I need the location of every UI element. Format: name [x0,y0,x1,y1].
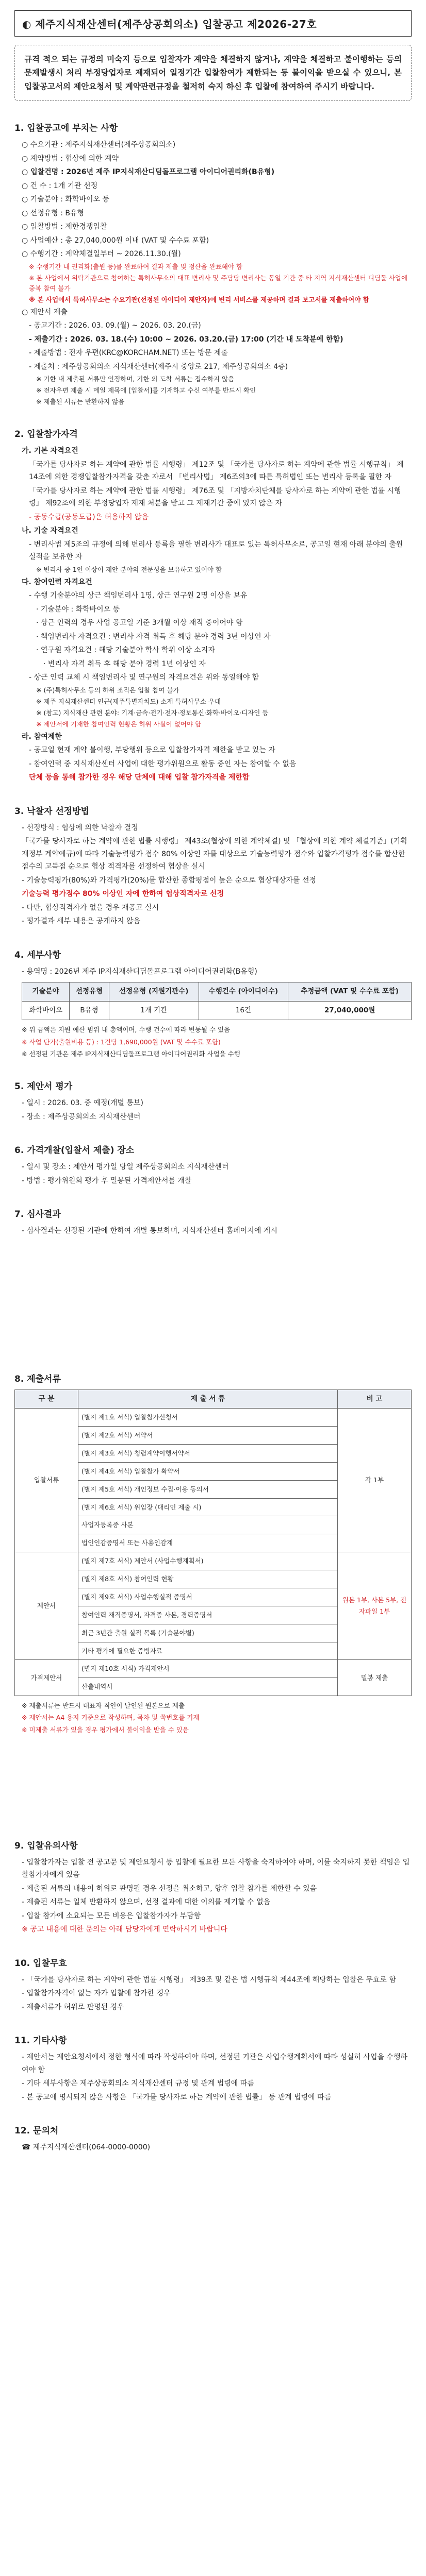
doc-group: 제안서 [15,1552,78,1660]
s1-schedule-item: - 제출처 : 제주상공회의소 지식재산센터(제주시 중앙로 217, 제주상공회의소 4층) [29,362,288,371]
table-row [15,1409,412,1427]
s6-p2: - 방법 : 평가위원회 평가 후 밀봉된 가격제안서를 개찰 [22,1176,192,1185]
s11-p1: - 제안서는 제안요청서에서 정한 형식에 따라 작성하여야 하며, 선정된 기관은 사업수행계획서에 따라 성실히 사업을 수행하여야 함 [22,2053,408,2074]
s1-item: ○ 수요기관 : 제주지식재산센터(제주상공회의소) [22,141,176,149]
section-1-heading: 1. 입찰공고에 부치는 사항 [14,123,118,134]
s4-notes [22,1024,412,1059]
s2-sub2: 나. 기술 자격요건 [22,527,78,535]
table-row [22,1001,412,1020]
s2-sub3: 다. 참여인력 자격요건 [22,578,92,586]
section-8 [14,1389,412,1735]
s2-p3b: ※ 변리사 중 1인 이상이 제안 분야의 전문성을 보유하고 있어야 함 [36,565,222,573]
s4-note: ※ 위 금액은 지원 예산 범위 내 총액이며, 수행 건수에 따라 변동될 수 있음 [22,1026,231,1034]
section-1 [14,139,412,407]
budget-col-header: 선정유형 [70,982,109,1002]
s1-red-note: ※ 본 사업에서 특허사무소는 수요기관(선정된 아이디어 제안자)에 변리 서비스를 제공하며 결과 보고서를 제출하여야 함 [29,295,369,303]
doc-item: (별지 제5호 서식) 개인정보 수집·이용 동의서 [78,1480,338,1498]
doc-item: (별지 제2호 서식) 서약서 [78,1427,338,1445]
budget-table [22,982,412,1020]
s1-schedule-item: - 공고기간 : 2026. 03. 09.(월) ~ 2026. 03. 20.(금) [29,321,201,330]
section-3 [14,822,412,928]
section-7 [14,1225,412,1238]
s1-schedule-title: ○ 제안서 제출 [22,308,68,316]
doc-group: 가격제안서 [15,1660,78,1696]
s8-note: ※ 제출서류는 반드시 대표자 직인이 날인된 원본으로 제출 [22,1702,185,1710]
doc-item: 법인인감증명서 또는 사용인감계 [78,1534,338,1552]
doc-item: (별지 제3호 서식) 청렴계약이행서약서 [78,1444,338,1462]
doc-item: (별지 제10호 서식) 가격제안서 [78,1660,338,1678]
title-mark-icon: ◐ [22,18,31,30]
section-6-heading: 6. 가격개찰(입찰서 제출) 장소 [14,1145,135,1156]
s2-p5c: ※ (참고) 지식재산 관련 분야: 기계·금속·전기·전자·정보통신·화학·바이오·디자인 등 [36,708,269,717]
doc-group: 입찰서류 [15,1409,78,1552]
doc-item: 사업자등록증 사본 [78,1516,338,1534]
budget-cell: 27,040,000원 [288,1001,412,1020]
s1-item: ○ 건 수 : 1개 기관 선정 [22,181,98,190]
s9-item: - 입찰 참가에 소요되는 모든 비용은 입찰참가자가 부담함 [22,1911,201,1920]
s9-item: - 제출된 서류의 내용이 허위로 판명될 경우 선정을 취소하고, 향후 입찰 참가를 제한할 수 있음 [22,1884,317,1893]
doc-note: 각 1부 [338,1409,412,1552]
section-4-heading: 4. 세부사항 [14,950,61,960]
doc-note: 밀봉 제출 [338,1660,412,1696]
s1-item: ○ 선정유형 : B유형 [22,209,85,217]
section-3-heading: 3. 낙찰자 선정방법 [14,806,90,817]
s8-notes [14,1700,412,1735]
budget-cell: 화학바이오 [22,1001,70,1020]
doc-item: (별지 제8호 서식) 참여인력 현황 [78,1570,338,1588]
s1-schedule-item: - 제출방법 : 전자 우편(KRC@KORCHAM.NET) 또는 방문 제출 [29,349,228,358]
s2-p4: - 수행 기술분야의 상근 책임변리사 1명, 상근 연구원 2명 이상을 보유 [29,591,248,600]
section-11 [14,2051,412,2104]
section-4 [14,965,412,1060]
budget-cell: B유형 [70,1001,109,1020]
intro-box: 규격 적으 되는 규정의 미숙지 등으로 입찰자가 계약을 체결하지 않거나, 계약을 체결하고 불이행하는 등의 문제발생시 처리 부정당업자로 제재되어 일정기간 입찰참여가 제한되는 등 불이익을 받으실 수 있으니, 본 입찰공고서의 제안요청서 및 계약관련규정을 철저히 숙지 하신 후 입찰에 참여하여 주시기 바랍니다. [14,45,412,101]
s2-p5-red: ※ 제안서에 기재한 참여인력 현황은 허위 사실이 없어야 함 [36,720,201,728]
s5-p2: - 장소 : 제주상공회의소 지식재산센터 [22,1112,141,1121]
s3-p2: 「국가를 당사자로 하는 계약에 관한 법률 시행령」 제43조(협상에 의한 계약체결) 및 「협상에 의한 계약 체결기준」(기획재정부 계약예규)에 따라 기술능력평가 점수 80% 이상인 자를 대상으로 기술능력평가 점수와 입찰가격평가 점수를 합산한 점수의 고득점 순으로 협상 적격자를 선정하여 협상을 실시 [22,837,407,871]
s9-item: - 입찰참가자는 입찰 전 공고문 및 제안요청서 등 입찰에 필요한 모든 사항을 숙지하여야 하며, 이를 숙지하지 못한 책임은 입찰참가자에게 있음 [22,1858,410,1879]
section-12-heading: 12. 문의처 [14,2126,59,2137]
s3-p3: - 기술능력평가(80%)와 가격평가(20%)를 합산한 종합평점이 높은 순으로 협상대상자를 선정 [22,876,317,885]
s4-p1: - 용역명 : 2026년 제주 IP지식재산디딤돌프로그램 아이디어권리화(B유형) [22,967,257,976]
documents-table [14,1389,412,1697]
s1-red-note: ※ 본 사업에서 위탁기관으로 참여하는 특허사무소의 대표 변리사 및 주담당 변리사는 동일 기간 중 타 지역 지식재산센터 디딤돌 사업에 중복 참여 불가 [29,274,408,292]
s1-schedule-notes [22,374,412,407]
s1-item: ○ 기술분야 : 화학바이오 등 [22,195,109,204]
s1-schedule-note: ※ 제출된 서류는 반환하지 않음 [36,398,125,406]
s1-schedule-note: ※ 전자우편 제출 시 메일 제목에 [입찰서]를 기재하고 수신 여부를 반드시 확인 [36,386,256,395]
s3-p5: - 다만, 협상적격자가 없을 경우 재공고 실시 [22,903,159,912]
table-row [15,1552,412,1570]
doc-item: 기타 평가에 필요한 증빙자료 [78,1642,338,1660]
section-2 [14,445,412,784]
doc-item: 최근 3년간 출원 실적 목록 (기술분야별) [78,1624,338,1642]
budget-table-header [22,982,412,1002]
s2-p4b: · 상근 인력의 경우 사업 공고일 기준 3개월 이상 재직 중이어야 함 [36,619,243,628]
section-8-heading: 8. 제출서류 [14,1374,61,1384]
s2-sub4: 라. 참여제한 [22,732,62,741]
s2-p2: 「국가를 당사자로 하는 계약에 관한 법률 시행령」 제76조 및 「지방자치단체를 당사자로 하는 계약에 관한 법률 시행령」 제92조에 의한 부정당업자 제재 처분을 받고 그 제재기간 중에 있지 않은 자 [29,486,401,508]
section-11-heading: 11. 기타사항 [14,2036,67,2046]
doc-col-header: 구 분 [15,1389,78,1409]
doc-item: (별지 제7호 서식) 제안서 (사업수행계획서) [78,1552,338,1570]
s2-p2-red: - 공동수급(공동도급)은 허용하지 않음 [29,513,149,521]
documents-table-header [15,1389,412,1409]
section-7-heading: 7. 심사결과 [14,1209,61,1220]
section-9 [14,1856,412,1936]
s1-schedule-note: ※ 기한 내 제출된 서류만 인정하며, 기한 외 도착 서류는 접수하지 않음 [36,375,235,383]
s2-p4e: · 변리사 자격 취득 후 해당 분야 경력 1년 이상인 자 [43,659,206,668]
section-12 [14,2141,412,2154]
s2-p4a: · 기술분야 : 화학바이오 등 [36,605,120,614]
budget-cell: 1개 기관 [109,1001,199,1020]
budget-col-header: 기술분야 [22,982,70,1002]
section-9-heading: 9. 입찰유의사항 [14,1840,78,1851]
title-text: 제주지식재산센터(제주상공회의소) 입찰공고 제2026-27호 [35,18,317,30]
s5-p1: - 일시 : 2026. 03. 중 예정(개별 통보) [22,1099,143,1108]
s10-p1: - 「국가를 당사자로 하는 계약에 관한 법률 시행령」 제39조 및 같은 법 시행규칙 제44조에 해당하는 입찰은 무효로 함 [22,1975,396,1984]
s2-p5b: ※ 제주 지식재산센터 인근(제주특별자치도) 소재 특허사무소 우대 [36,697,221,705]
s2-p4d: · 연구원 자격요건 : 해당 기술분야 학사 학위 이상 소지자 [36,646,215,655]
s1-schedule [22,319,412,373]
s7-p1: - 심사결과는 선정된 기관에 한하여 개별 통보하며, 지식재산센터 홈페이지에 게시 [22,1227,277,1235]
budget-col-header: 추정금액 (VAT 및 수수료 포함) [288,982,412,1002]
s1-item: ○ 입찰건명 : 2026년 제주 IP지식재산디딤돌프로그램 아이디어권리화(B유형) [22,168,275,177]
doc-col-header: 비 고 [338,1389,412,1409]
s1-red-notes [22,262,412,305]
section-2-heading: 2. 입찰참가자격 [14,429,78,440]
s3-p1: - 선정방식 : 협상에 의한 낙찰자 결정 [22,823,138,832]
section-5 [14,1097,412,1123]
budget-col-header: 선정유형 (지원기관수) [109,982,199,1002]
doc-col-header: 제 출 서 류 [78,1389,338,1409]
s9-red: ※ 공고 내용에 대한 문의는 아래 담당자에게 연락하시기 바랍니다 [22,1925,227,1934]
doc-item: (별지 제4호 서식) 입찰참가 확약서 [78,1462,338,1480]
s2-p5a: ※ (주)특허사무소 등의 하위 조직은 입찰 참여 불가 [36,686,179,694]
s4-note: ※ 사업 단가(출원비용 등) : 1건당 1,690,000원 (VAT 및 수수료 포함) [22,1038,221,1046]
s2-p3: - 변리사법 제5조의 규정에 의해 변리사 등록을 필한 변리사가 대표로 있는 특허사무소로, 공고일 현재 아래 분야의 출원 실적을 보유한 자 [29,540,403,562]
section-6 [14,1161,412,1187]
s1-item: ○ 계약방법 : 협상에 의한 계약 [22,154,119,163]
s10-p3: - 제출서류가 허위로 판명된 경우 [22,2003,124,2011]
s2-p7-red: 단체 등을 통해 참가한 경우 해당 단체에 대해 입찰 참가자격을 제한함 [29,773,250,782]
doc-item: (별지 제9호 서식) 사업수행실적 증명서 [78,1588,338,1606]
s4-note: ※ 선정된 기관은 제주 IP지식재산디딤돌프로그램 아이디어권리화 사업을 수행 [22,1049,240,1058]
s10-p2: - 입찰참가자격이 없는 자가 입찰에 참가한 경우 [22,1989,171,1998]
s1-schedule-item: - 제출기간 : 2026. 03. 18.(수) 10:00 ~ 2026. 03.20.(금) 17:00 (기간 내 도착분에 한함) [29,335,343,344]
s11-p3: - 본 공고에 명시되지 않은 사항은 「국가를 당사자로 하는 계약에 관한 법률」 등 관계 법령에 따름 [22,2093,332,2102]
s2-p6: - 공고일 현재 계약 불이행, 부당행위 등으로 입찰참가자격 제한을 받고 있는 자 [29,746,275,755]
s3-p6: - 평가결과 세부 내용은 공개하지 않음 [22,917,141,926]
s2-p7: - 참여인력 중 지식재산센터 사업에 대한 평가위원으로 활동 중인 자는 참여할 수 없음 [29,759,297,768]
doc-note: 원본 1부, 사본 5부, 전자파일 1부 [338,1552,412,1660]
budget-cell: 16건 [199,1001,288,1020]
s3-p4-red: 기술능력 평가점수 80% 이상인 자에 한하여 협상적격자로 선정 [22,890,224,899]
s1-red-note: ※ 수행기간 내 권리화(출원 등)를 완료하여 결과 제출 및 정산을 완료해야 함 [29,262,243,270]
budget-col-header: 수행건수 (아이디어수) [199,982,288,1002]
doc-item: 참여인력 재직증명서, 자격증 사본, 경력증명서 [78,1606,338,1624]
s6-p1: - 일시 및 장소 : 제안서 평가일 당일 제주상공회의소 지식재산센터 [22,1163,229,1172]
table-row [15,1660,412,1678]
s9-item: - 제출된 서류는 일체 반환하지 않으며, 선정 결과에 대한 이의를 제기할 수 없음 [22,1898,271,1907]
s2-p5: - 상근 인력 교체 시 책임변리사 및 연구원의 자격요건은 위와 동일해야 함 [29,673,259,682]
section-5-heading: 5. 제안서 평가 [14,1081,73,1092]
s1-item: ○ 사업예산 : 총 27,040,000원 이내 (VAT 및 수수료 포함) [22,236,209,245]
s8-note: ※ 미제출 서류가 있을 경우 평가에서 불이익을 받을 수 있음 [22,1725,189,1734]
s2-p1: 「국가를 당사자로 하는 계약에 관한 법률 시행령」 제12조 및 「국가를 당사자로 하는 계약에 관한 법률 시행규칙」 제14조에 의한 경쟁입찰참가자격을 갖춘 자로서 「변리사법」 제6조의3에 따른 특허법인 또는 변리사 등록을 필한 자 [29,460,404,482]
doc-item: 산출내역서 [78,1678,338,1696]
section-10-heading: 10. 입찰무효 [14,1958,67,1969]
s8-note: ※ 제안서는 A4 용지 기준으로 작성하며, 목차 및 쪽번호를 기재 [22,1714,200,1722]
doc-item: (별지 제1호 서식) 입찰참가신청서 [78,1409,338,1427]
doc-item: (별지 제6호 서식) 위임장 (대리인 제출 시) [78,1498,338,1516]
section-10 [14,1974,412,2014]
s1-item: ○ 수행기간 : 계약체결일부터 ~ 2026.11.30.(월) [22,250,181,259]
contact-info: ☎ 제주지식재산센터(064-0000-0000) [22,2143,151,2152]
s2-sub1: 가. 기본 자격요건 [22,447,78,455]
notice-title [14,10,412,37]
s2-p4c: · 책임변리사 자격요건 : 변리사 자격 취득 후 해당 분야 경력 3년 이상인 자 [36,632,271,641]
s11-p2: - 기타 세부사항은 제주상공회의소 지식재산센터 규정 및 관계 법령에 따름 [22,2079,254,2088]
s1-item: ○ 입찰방법 : 제한경쟁입찰 [22,223,107,231]
